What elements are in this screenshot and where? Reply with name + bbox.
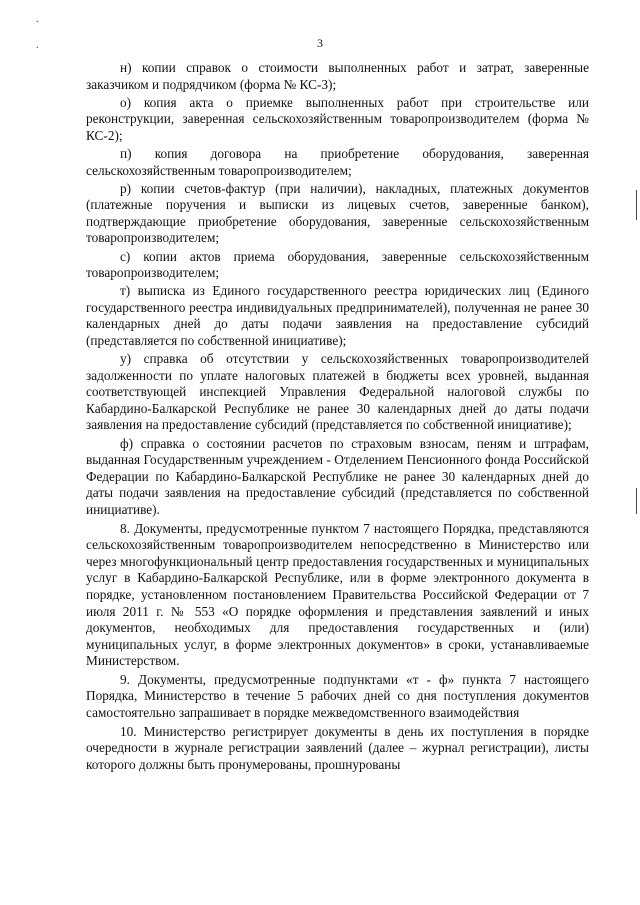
document-body [86,60,589,775]
paragraph-f: ф) справка о состоянии расчетов по страховым взносам, пеням и штрафам, выданная Государственным учреждением - Отделением Пенсионного фонда Российской Федерации по Кабардино-Балкарской Республике не ранее 30 календарных дней до даты подачи заявления на предоставление субсидий (представляется по собственной инициативе). [86,435,589,517]
paragraph-s: с) копии актов приема оборудования, заверенные сельскохозяйственным товаропроизводителем; [86,248,589,281]
scan-mark: . [36,40,39,51]
scan-edge-line [636,190,637,220]
paragraph-10: 10. Министерство регистрирует документы в день их поступления в порядке очередности в журнале регистрации заявлений (далее – журнал регистрации), листы которого должны быть пронумерованы, прошнурованы [86,723,589,772]
paragraph-t: т) выписка из Единого государственного реестра юридических лиц (Единого государственного реестра индивидуальных предпринимателей), полученная не ранее 30 календарных дней до даты подачи заявления на предоставление субсидий (представляется по собственной инициативе); [86,283,589,348]
paragraph-8: 8. Документы, предусмотренные пунктом 7 настоящего Порядка, представляются сельскохозяйственным товаропроизводителем непосредственно в Министерство или через многофункциональный центр предоставления государственных и муниципальных услуг в Кабардино-Балкарской Республике, или в форме электронного документа в порядке, установленном постановлением Правительства Российской Федерации от 7 июля 2011 г. № 553 «О порядке оформления и представления заявлений и иных документов, необходимых для предоставления государственных и (или) муниципальных услуг, в форме электронных документов» в сроки, устанавливаемые Министерством. [86,520,589,669]
paragraph-p: п) копия договора на приобретение оборудования, заверенная сельскохозяйственным товаропроизводителем; [86,145,589,178]
scan-edge-line [636,488,637,514]
paragraph-n: н) копии справок о стоимости выполненных работ и затрат, заверенные заказчиком и подрядчиком (форма № КС-3); [86,60,589,92]
page-number: 3 [317,36,323,50]
paragraph-o: о) копия акта о приемке выполненных работ при строительстве или реконструкции, заверенная сельскохозяйственным товаропроизводителем (форма № КС-2); [86,94,589,143]
paragraph-r: р) копии счетов-фактур (при наличии), накладных, платежных документов (платежные поручения и выписки из лицевых счетов, заверенные банком), подтверждающие приобретение оборудования, заверенные сельскохозяйственным товаропроизводителем; [86,180,589,246]
scan-mark: . [36,14,39,25]
paragraph-u: у) справка об отсутствии у сельскохозяйственных товаропроизводителей задолженности по уплате налоговых платежей в бюджеты всех уровней, выданная соответствующей инспекцией Управления Федеральной налоговой службы по Кабардино-Балкарской Республике не ранее 30 календарных дней до даты подачи заявления на предоставление субсидий (представляется по собственной инициативе); [86,351,589,433]
paragraph-9: 9. Документы, предусмотренные подпунктами «т - ф» пункта 7 настоящего Порядка, Министерство в течение 5 рабочих дней со дня поступления документов самостоятельно запрашивает в порядке межведомственного взаимодействия [86,671,589,721]
